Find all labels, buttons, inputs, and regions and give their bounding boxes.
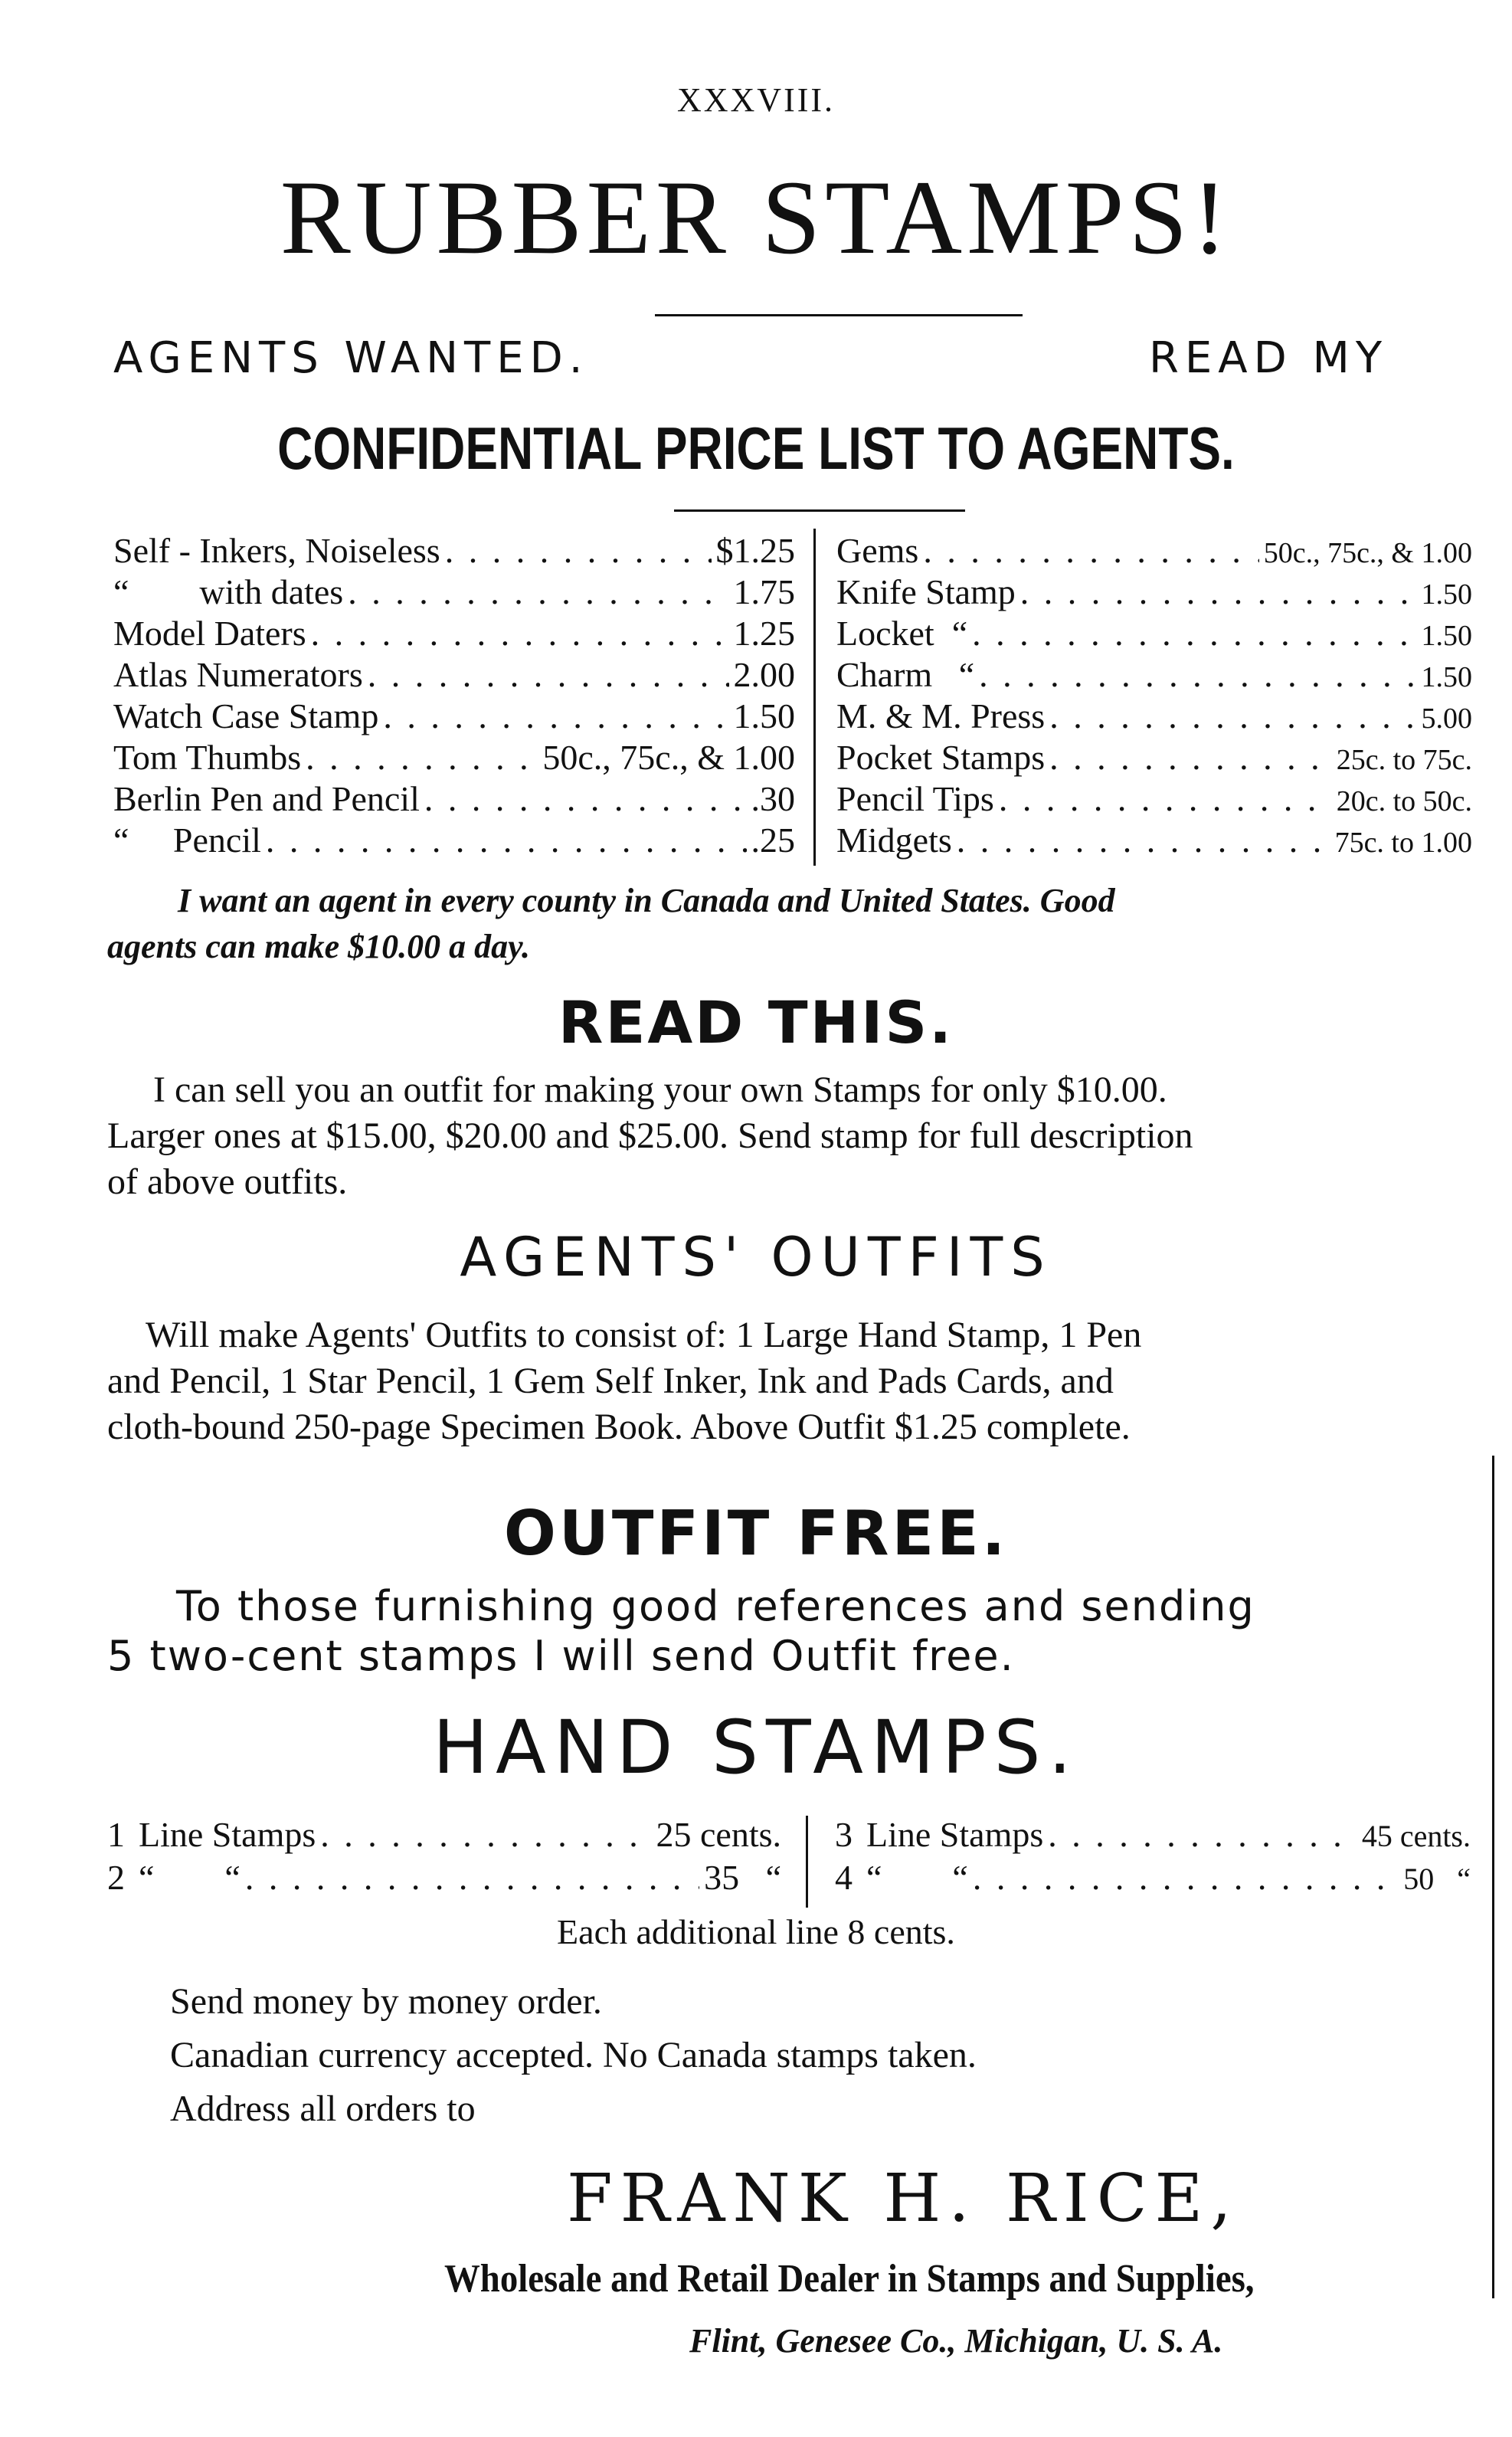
price-row (836, 530, 1472, 571)
price-value: 1.50 (733, 696, 795, 735)
agents-outfits-line-1: Will make Agents' Outfits to consist of: 1 Large Hand Stamp, 1 Pen (146, 1315, 1142, 1355)
read-this-line-2: Larger ones at $15.00, $20.00 and $25.00. Send stamp for full description (107, 1115, 1193, 1156)
price-item: Midgets (836, 821, 952, 860)
stamp-number: 3 (835, 1815, 853, 1854)
dot-leader (999, 778, 1332, 819)
price-row (836, 820, 1472, 860)
price-item: Knife Stamp (836, 572, 1016, 611)
price-row (113, 820, 795, 860)
price-item: “ with dates (113, 572, 344, 611)
price-item: Berlin Pen and Pencil (113, 779, 420, 818)
dot-leader (923, 530, 1258, 571)
stamp-item: Line Stamps (866, 1815, 1044, 1854)
price-row (113, 778, 795, 819)
dot-leader (1049, 696, 1416, 736)
price-value: 1.75 (733, 572, 795, 611)
hand-stamp-row (835, 1857, 1471, 1898)
agents-wanted-heading: AGENTS WANTED. (113, 333, 589, 383)
price-row (836, 696, 1472, 736)
read-my-heading: READ MY (1149, 333, 1389, 383)
dot-leader (1049, 737, 1332, 778)
dot-leader (383, 696, 728, 736)
stamp-price: 35 “ (704, 1858, 781, 1897)
price-row (113, 654, 795, 695)
hand-stamp-row (835, 1814, 1471, 1855)
price-item: Atlas Numerators (113, 655, 363, 694)
stamp-number: 4 (835, 1858, 853, 1897)
price-value: 1.50 (1421, 578, 1472, 611)
page-number: XXXVIII. (676, 81, 836, 119)
dot-leader (1020, 572, 1417, 612)
price-row (113, 530, 795, 571)
price-list-rule (674, 509, 965, 512)
price-item: Self - Inkers, Noiseless (113, 531, 440, 570)
read-this-heading: READ THIS. (558, 988, 954, 1056)
price-item: Tom Thumbs (113, 738, 302, 777)
read-this-line-3: of above outfits. (107, 1161, 348, 1202)
agents-outfits-line-2: and Pencil, 1 Star Pencil, 1 Gem Self Inker, Ink and Pads Cards, and (107, 1361, 1114, 1401)
price-value: 75c. to 1.00 (1334, 827, 1472, 859)
dot-leader (445, 530, 712, 571)
dot-leader (245, 1857, 699, 1898)
price-item: Watch Case Stamp (113, 696, 379, 735)
dot-leader (311, 613, 729, 653)
page-title: RUBBER STAMPS! (280, 159, 1232, 276)
ordering-line-2: Canadian currency accepted. No Canada stamps taken. (170, 2035, 977, 2075)
additional-line-note: Each additional line 8 cents. (557, 1912, 955, 1951)
hand-stamp-row (107, 1857, 781, 1898)
price-value: .30 (751, 779, 795, 818)
price-value: 20c. to 50c. (1336, 785, 1472, 817)
dealer-name: FRANK H. RICE, (567, 2160, 1239, 2237)
agents-outfits-heading: AGENTS' OUTFITS (460, 1226, 1052, 1289)
dot-leader (424, 778, 747, 819)
price-row (836, 572, 1472, 612)
price-item: Gems (836, 531, 919, 570)
stamp-price: 45 cents. (1361, 1819, 1471, 1853)
price-value: 1.50 (1421, 661, 1472, 693)
price-row (113, 696, 795, 736)
price-value: 1.25 (733, 614, 795, 653)
agents-outfits-line-3: cloth-bound 250-page Specimen Book. Above Outfit $1.25 complete. (107, 1407, 1131, 1447)
dot-leader (368, 654, 729, 695)
price-row (113, 737, 795, 778)
dot-leader (320, 1814, 651, 1855)
price-row (836, 613, 1472, 653)
ordering-line-1: Send money by money order. (170, 1981, 602, 2022)
dot-leader (973, 1857, 1399, 1898)
price-item: “ Pencil (113, 821, 261, 860)
price-item: Charm “ (836, 655, 975, 694)
read-this-line-1: I can sell you an outfit for making your own Stamps for only $10.00. (153, 1069, 1167, 1110)
agent-notice-line-1: I want an agent in every county in Canada and United States. Good (178, 882, 1115, 919)
outfit-free-line-2: 5 two-cent stamps I will send Outfit free. (107, 1632, 1015, 1680)
dot-leader (957, 820, 1330, 860)
stamp-number: 1 (107, 1815, 125, 1854)
dot-leader (979, 654, 1416, 695)
stamp-price: 25 cents. (656, 1815, 781, 1854)
title-rule (655, 314, 1023, 316)
agent-notice-line-2: agents can make $10.00 a day. (107, 928, 530, 965)
price-row (836, 737, 1472, 778)
stamp-number: 2 (107, 1858, 125, 1897)
hand-stamps-heading: HAND STAMPS. (432, 1705, 1080, 1790)
hand-stamps-divider (806, 1816, 808, 1908)
hand-stamp-row (107, 1814, 781, 1855)
outfit-free-line-1: To those furnishing good references and sending (176, 1582, 1255, 1630)
price-item: Model Daters (113, 614, 306, 653)
price-list-title: CONFIDENTIAL PRICE LIST TO AGENTS. (277, 414, 1235, 482)
price-row (113, 613, 795, 653)
ordering-line-3: Address all orders to (170, 2088, 476, 2129)
dealer-title: Wholesale and Retail Dealer in Stamps and Supplies, (444, 2257, 1255, 2301)
stamp-item: “ “ (866, 1858, 968, 1897)
price-value: 1.50 (1421, 620, 1472, 652)
price-row (836, 778, 1472, 819)
price-row (113, 572, 795, 612)
dot-leader (306, 737, 538, 778)
price-item: Pencil Tips (836, 779, 994, 818)
price-value: $1.25 (715, 531, 795, 570)
price-list-divider (813, 529, 816, 866)
right-edge-rule (1492, 1456, 1494, 2298)
price-value: 50c., 75c., & 1.00 (1263, 537, 1472, 569)
stamp-item: Line Stamps (139, 1815, 316, 1854)
price-value: 50c., 75c., & 1.00 (542, 738, 795, 777)
dot-leader (972, 613, 1416, 653)
price-item: Locket “ (836, 614, 968, 653)
price-row (836, 654, 1472, 695)
price-value: 5.00 (1421, 703, 1472, 735)
price-value: 2.00 (733, 655, 795, 694)
dealer-address: Flint, Genesee Co., Michigan, U. S. A. (689, 2322, 1223, 2360)
stamp-price: 50 “ (1403, 1862, 1471, 1896)
price-value: .25 (751, 821, 795, 860)
stamp-item: “ “ (139, 1858, 241, 1897)
outfit-free-heading: OUTFIT FREE. (503, 1498, 1009, 1569)
price-item: Pocket Stamps (836, 738, 1046, 777)
dot-leader (348, 572, 728, 612)
price-item: M. & M. Press (836, 696, 1046, 735)
price-value: 25c. to 75c. (1336, 744, 1472, 776)
dot-leader (1048, 1814, 1357, 1855)
dot-leader (266, 820, 747, 860)
